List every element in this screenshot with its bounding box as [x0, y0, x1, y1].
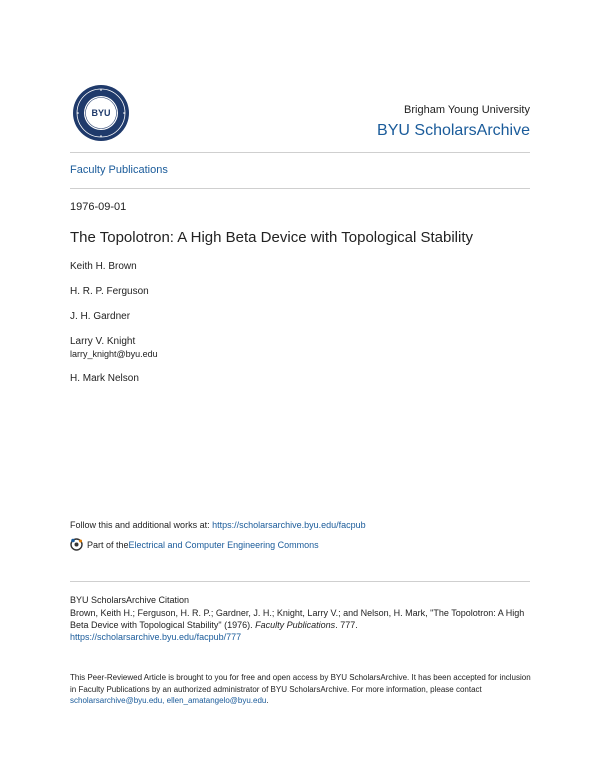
- author-item: [70, 373, 158, 385]
- author-item: [70, 261, 158, 273]
- notice-text: This Peer-Reviewed Article is brought to you for free and open access by BYU ScholarsArchive. It has been accepted for inclusion in Faculty Publications by an authorized administrator of BYU ScholarsArchive. For more information, please contact: [70, 673, 531, 694]
- author-name: J. H. Gardner: [70, 311, 131, 322]
- publication-date: 1976-09-01: [70, 201, 127, 213]
- citation-body: Brown, Keith H.; Ferguson, H. R. P.; Gardner, J. H.; Knight, Larry V.; and Nelson, H. Mark, "The Topolotron: A High Beta Device with Topological Stability" (1976).: [70, 608, 525, 630]
- access-notice: [70, 672, 532, 707]
- author-name: Larry V. Knight: [70, 336, 136, 347]
- citation-text: [70, 607, 532, 643]
- divider: [70, 581, 530, 582]
- commons-link[interactable]: Electrical and Computer Engineering Commons: [128, 539, 319, 550]
- citation-url[interactable]: https://scholarsarchive.byu.edu/facpub/777: [70, 632, 242, 642]
- author-email[interactable]: larry_knight@byu.edu: [70, 349, 158, 359]
- follow-line: [70, 520, 366, 530]
- commons-network-icon: [70, 538, 83, 551]
- part-of-line: [70, 538, 319, 551]
- notice-end: .: [266, 696, 269, 705]
- author-item: [70, 286, 158, 298]
- article-title: The Topolotron: A High Beta Device with Topological Stability: [70, 229, 474, 246]
- part-of-text: Part of the: [87, 539, 129, 550]
- author-list: [70, 261, 158, 398]
- divider: [70, 188, 530, 189]
- author-name: Keith H. Brown: [70, 261, 137, 272]
- follow-text: Follow this and additional works at:: [70, 520, 213, 530]
- archive-name[interactable]: BYU ScholarsArchive: [377, 122, 530, 139]
- divider: [70, 152, 530, 153]
- author-item: [70, 311, 158, 323]
- citation-heading: BYU ScholarsArchive Citation: [70, 595, 190, 605]
- citation-number: . 777.: [335, 620, 358, 630]
- institution-name: Brigham Young University: [404, 104, 530, 116]
- author-name: H. Mark Nelson: [70, 373, 139, 384]
- facpub-link[interactable]: https://scholarsarchive.byu.edu/facpub: [212, 520, 366, 530]
- contact-emails[interactable]: scholarsarchive@byu.edu, ellen_amatangelo@byu.edu: [70, 696, 267, 705]
- collection-link[interactable]: Faculty Publications: [70, 164, 168, 176]
- byu-seal-logo: [72, 84, 130, 142]
- citation-journal: Faculty Publications: [255, 620, 336, 630]
- author-item: [70, 336, 158, 360]
- institution-header: [377, 104, 530, 140]
- svg-text:BYU: BYU: [91, 108, 111, 118]
- author-name: H. R. P. Ferguson: [70, 286, 149, 297]
- byu-seal-icon: [72, 84, 130, 142]
